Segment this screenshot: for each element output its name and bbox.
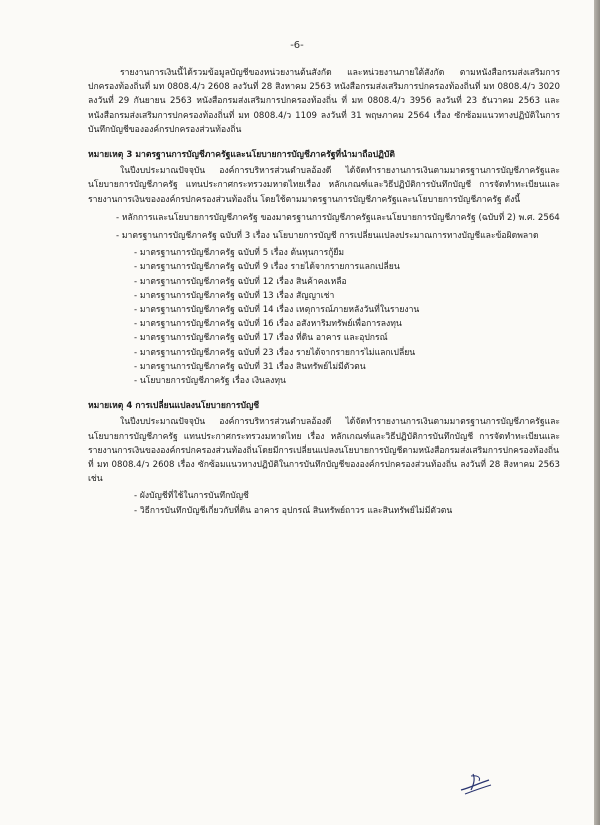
list-item: - มาตรฐานการบัญชีภาครัฐ ฉบับที่ 5 เรื่อง ต้นทุนการกู้ยืม [134, 248, 345, 259]
list-item: - มาตรฐานการบัญชีภาครัฐ ฉบับที่ 12 เรื่อง สินค้าคงเหลือ [134, 276, 347, 287]
page-number: -6- [290, 40, 304, 51]
list-item: - วิธีการบันทึกบัญชีเกี่ยวกับที่ดิน อาคาร อุปกรณ์ สินทรัพย์ถาวร และสินทรัพย์ไม่มีตัวตน [134, 505, 453, 516]
list-item: - นโยบายการบัญชีภาครัฐ เรื่อง เงินลงทุน [134, 376, 286, 387]
list-item: - มาตรฐานการบัญชีภาครัฐ ฉบับที่ 9 เรื่อง รายได้จากรายการแลกเปลี่ยน [134, 262, 400, 273]
note3-standard3-item: - มาตรฐานการบัญชีภาครัฐ ฉบับที่ 3 เรื่อง นโยบายการบัญชี การเปลี่ยนแปลงประมาณการทางบัญชีและข้อผิดพลาด [116, 231, 539, 242]
note3-principles-item: - หลักการและนโยบายการบัญชีภาครัฐ ของมาตรฐานการบัญชีภาครัฐและนโยบายการบัญชีภาครัฐ (ฉบับที่ 2) พ.ศ. 2564 [116, 212, 560, 223]
list-item: - มาตรฐานการบัญชีภาครัฐ ฉบับที่ 14 เรื่อง เหตุการณ์ภายหลังวันที่ในรายงาน [134, 305, 420, 316]
list-item: - มาตรฐานการบัญชีภาครัฐ ฉบับที่ 16 เรื่อง อสังหาริมทรัพย์เพื่อการลงทุน [134, 319, 402, 330]
note4-heading: หมายเหตุ 4 การเปลี่ยนแปลงนโยบายการบัญชี [88, 401, 260, 412]
list-item: - มาตรฐานการบัญชีภาครัฐ ฉบับที่ 31 เรื่อง สินทรัพย์ไม่มีตัวตน [134, 361, 366, 372]
list-item: - ผังบัญชีที่ใช้ในการบันทึกบัญชี [134, 491, 249, 502]
note3-paragraph: ในปีงบประมาณปัจจุบัน องค์การบริหารส่วนตำบลอ้องดี ได้จัดทำรายงานการเงินตามมาตรฐานการบัญชีภาครัฐและนโยบายการบัญชีภาครัฐ แทนประกาศกระทรวงมหาดไทยเรื่อง หลักเกณฑ์และวิธีปฏิบัติการบันทึกบัญชี การจัดทำทะเบียนและรายงานการเงินขององค์กรปกครองส่วนท้องถิ่น โดยใช้ตามมาตรฐานการบัญชีภาครัฐและนโยบายการบัญชีภาครัฐ ดังนี้ [88, 166, 560, 205]
note3-heading: หมายเหตุ 3 มาตรฐานการบัญชีภาครัฐและนโยบายการบัญชีภาครัฐที่นำมาถือปฏิบัติ [88, 150, 395, 161]
page-edge-shadow [594, 0, 600, 825]
list-item: - มาตรฐานการบัญชีภาครัฐ ฉบับที่ 23 เรื่อง รายได้จากรายการไม่แลกเปลี่ยน [134, 347, 416, 358]
intro-paragraph: รายงานการเงินนี้ได้รวมข้อมูลบัญชีของหน่วยงานต้นสังกัด และหน่วยงานภายใต้สังกัด ตามหนังสือกรมส่งเสริมการปกครองท้องถิ่นที่ มท 0808.4/ว 2608 ลงวันที่ 28 สิงหาคม 2563 หนังสือกรมส่งเสริมการปกครองท้องถิ่นที่ มท 0808.4/ว 3020 ลงวันที่ 29 กันยายน 2563 หนังสือกรมส่งเสริมการปกครองท้องถิ่น ที่ มท 0808.4/ว 3956 ลงวันที่ 23 ธันวาคม 2563 และหนังสือกรมส่งเสริมการปกครองท้องถิ่นที่ มท 0808.4/ว 1109 ลงวันที่ 31 พฤษภาคม 2564 เรื่อง ซักซ้อมแนวทางปฏิบัติในการบันทึกบัญชีขององค์กรปกครองส่วนท้องถิ่น [88, 68, 560, 135]
list-item: - มาตรฐานการบัญชีภาครัฐ ฉบับที่ 13 เรื่อง สัญญาเช่า [134, 290, 335, 301]
note4-list [88, 489, 560, 517]
note3-standards-list [88, 246, 560, 388]
page-content [88, 66, 560, 518]
signature-mark [455, 768, 495, 798]
note4-paragraph: ในปีงบประมาณปัจจุบัน องค์การบริหารส่วนตำบลอ้องดี ได้จัดทำรายงานการเงินตามมาตรฐานการบัญชีภาครัฐและนโยบายการบัญชีภาครัฐ แทนประกาศกระทรวงมหาดไทย เรื่อง หลักเกณฑ์และวิธีปฏิบัติการบันทึกบัญชี การจัดทำทะเบียนและรายงานการเงินขององค์กรปกครองส่วนท้องถิ่นโดยมีการเปลี่ยนแปลงนโยบายการบัญชีตามหนังสือกรมส่งเสริมการปกครองท้องถิ่นที่ มท 0808.4/ว 2608 เรื่อง ซักซ้อมแนวทางปฏิบัติในการบันทึกบัญชีขององค์กรปกครองส่วนท้องถิ่น ลงวันที่ 28 สิงหาคม 2563 เช่น [88, 417, 560, 485]
list-item: - มาตรฐานการบัญชีภาครัฐ ฉบับที่ 17 เรื่อง ที่ดิน อาคาร และอุปกรณ์ [134, 333, 388, 344]
